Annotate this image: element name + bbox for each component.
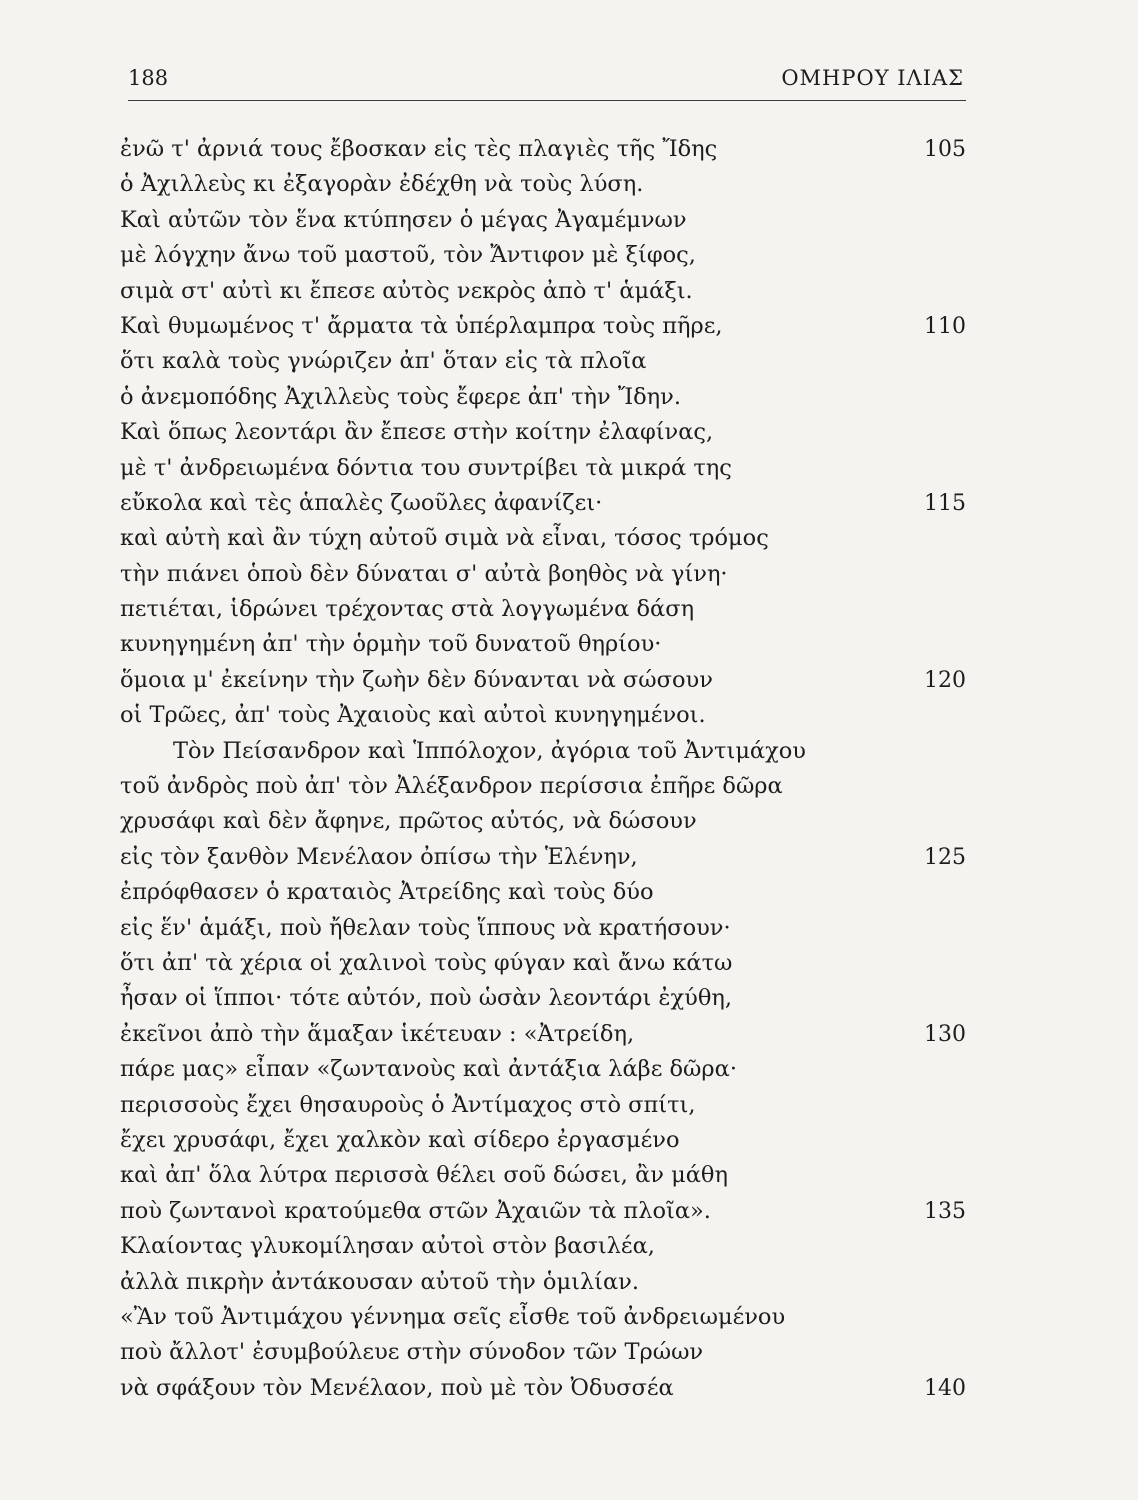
verse-line xyxy=(0,840,1138,875)
verse-line xyxy=(0,167,1138,202)
verse-line xyxy=(0,1158,1138,1193)
verse-line xyxy=(0,663,1138,698)
verse-line xyxy=(0,1052,1138,1087)
verse-line-text: Κλαίοντας γλυκομίλησαν αὐτοὶ στὸν βασιλέα, xyxy=(120,1233,655,1260)
running-title: ΟΜΗΡΟΥ ΙΛΙΑΣ xyxy=(781,66,964,90)
line-number: 110 xyxy=(924,313,966,339)
verse-line-text: μὲ λόγχην ἄνω τοῦ μαστοῦ, τὸν Ἄντιφον μὲ ξίφος, xyxy=(120,242,696,269)
verse-line-text: ἀλλὰ πικρὴν ἀντάκουσαν αὐτοῦ τὴν ὁμιλίαν. xyxy=(120,1268,640,1295)
verse-line-text: Καὶ αὐτῶν τὸν ἕνα κτύπησεν ὁ μέγας Ἀγαμέμνων xyxy=(120,206,687,233)
verse-line xyxy=(0,804,1138,839)
verse-line xyxy=(0,698,1138,733)
verse-line xyxy=(0,521,1138,556)
verse-line xyxy=(0,274,1138,309)
verse-line xyxy=(0,592,1138,627)
verse-line xyxy=(0,946,1138,981)
verse-line-text: Καὶ θυμωμένος τ' ἄρματα τὰ ὑπέρλαμπρα τοὺς πῆρε, xyxy=(120,312,723,339)
verse-line-text: μὲ τ' ἀνδρειωμένα δόντια του συντρίβει τὰ μικρά της xyxy=(120,454,732,481)
header-rule xyxy=(128,100,966,101)
verse-line xyxy=(0,1371,1138,1406)
verse-line xyxy=(0,344,1138,379)
verse-line-text: χρυσάφι καὶ δὲν ἄφηνε, πρῶτος αὐτός, νὰ δώσουν xyxy=(120,808,697,835)
verse-line-text: ἐνῶ τ' ἀρνιά τους ἔβοσκαν εἰς τὲς πλαγιὲς τῆς Ἴδης xyxy=(120,136,718,162)
verse-line-text: κυνηγημένη ἀπ' τὴν ὁρμὴν τοῦ δυνατοῦ θηρίου· xyxy=(120,631,662,658)
verse-line xyxy=(0,911,1138,946)
verse-line xyxy=(0,1194,1138,1229)
verse-line xyxy=(0,1265,1138,1300)
verse-line xyxy=(0,1088,1138,1123)
verse-line xyxy=(0,380,1138,415)
line-number: 135 xyxy=(924,1198,966,1224)
verse-line-text: ποὺ ζωντανοὶ κρατούμεθα στῶν Ἀχαιῶν τὰ πλοῖα». xyxy=(120,1197,711,1224)
verse-line xyxy=(0,1335,1138,1370)
verse-line-text: ἦσαν οἱ ἵπποι· τότε αὐτόν, ποὺ ὡσὰν λεοντάρι ἐχύθη, xyxy=(120,985,732,1012)
verse-line xyxy=(0,238,1138,273)
verse-line-text: Τὸν Πείσανδρον καὶ Ἱππόλοχον, ἀγόρια τοῦ Ἀντιμάχου xyxy=(173,737,806,764)
verse-line xyxy=(0,1300,1138,1335)
verse-line xyxy=(0,557,1138,592)
verse-line-text: ὅμοια μ' ἐκείνην τὴν ζωὴν δὲν δύνανται νὰ σώσουν xyxy=(120,666,713,693)
verse-line-text: «Ἂν τοῦ Ἀντιμάχου γέννημα σεῖς εἶσθε τοῦ ἀνδρειωμένου xyxy=(120,1303,786,1330)
verse-line xyxy=(0,1017,1138,1052)
verse-line-text: τὴν πιάνει ὁποὺ δὲν δύναται σ' αὐτὰ βοηθὸς νὰ γίνη· xyxy=(120,560,728,587)
verse-line xyxy=(0,981,1138,1016)
verse-line-text: τοῦ ἀνδρὸς ποὺ ἀπ' τὸν Ἀλέξανδρον περίσσια ἐπῆρε δῶρα xyxy=(120,773,783,800)
verse-line-text: ποὺ ἄλλοτ' ἐσυμβούλευε στὴν σύνοδον τῶν Τρώων xyxy=(120,1339,704,1366)
page-header xyxy=(126,62,966,96)
verse-line-text: πετιέται, ἱδρώνει τρέχοντας στὰ λογγωμένα δάση xyxy=(120,596,695,623)
verse-line xyxy=(0,132,1138,167)
line-number: 105 xyxy=(924,137,966,162)
verse-line-text: ὅτι καλὰ τοὺς γνώριζεν ἀπ' ὅταν εἰς τὰ πλοῖα xyxy=(120,348,647,375)
verse-line xyxy=(0,309,1138,344)
verse-line-text: καὶ ἀπ' ὅλα λύτρα περισσὰ θέλει σοῦ δώσει, ἂν μάθη xyxy=(120,1162,728,1189)
verse-line-text: καὶ αὐτὴ καὶ ἂν τύχη αὐτοῦ σιμὰ νὰ εἶναι, τόσος τρόμος xyxy=(120,525,769,552)
verse-line xyxy=(0,415,1138,450)
verse-text xyxy=(0,132,1138,1406)
line-number: 125 xyxy=(924,844,966,870)
verse-line-text: οἱ Τρῶες, ἀπ' τοὺς Ἀχαιοὺς καὶ αὐτοὶ κυνηγημένοι. xyxy=(120,702,706,729)
verse-line xyxy=(0,627,1138,662)
verse-line xyxy=(0,1123,1138,1158)
line-number: 140 xyxy=(924,1375,966,1401)
verse-line-text: εὔκολα καὶ τὲς ἁπαλὲς ζωοῦλες ἀφανίζει· xyxy=(120,489,603,516)
verse-line-text: σιμὰ στ' αὐτὶ κι ἔπεσε αὐτὸς νεκρὸς ἀπὸ τ' ἁμάξι. xyxy=(120,277,693,304)
verse-line-text: ἔχει χρυσάφι, ἔχει χαλκὸν καὶ σίδερο ἐργασμένο xyxy=(120,1126,680,1153)
line-number: 115 xyxy=(924,490,966,516)
verse-line xyxy=(0,769,1138,804)
verse-line-text: πάρε μας» εἶπαν «ζωντανοὺς καὶ ἀντάξια λάβε δῶρα· xyxy=(120,1056,737,1083)
verse-line xyxy=(0,203,1138,238)
verse-line xyxy=(0,734,1138,769)
page-number: 188 xyxy=(128,66,169,90)
verse-line-text: ἐκεῖνοι ἀπὸ τὴν ἅμαξαν ἱκέτευαν : «Ἀτρείδη, xyxy=(120,1020,635,1047)
verse-line xyxy=(0,1229,1138,1264)
verse-line-text: εἰς τὸν ξανθὸν Μενέλαον ὀπίσω τὴν Ἑλένην, xyxy=(120,843,638,870)
verse-line xyxy=(0,875,1138,910)
verse-line-text: ἐπρόφθασεν ὁ κραταιὸς Ἀτρείδης καὶ τοὺς δύο xyxy=(120,879,654,906)
verse-line-text: Καὶ ὅπως λεοντάρι ἂν ἔπεσε στὴν κοίτην ἐλαφίνας, xyxy=(120,419,714,446)
verse-line xyxy=(0,486,1138,521)
verse-line-text: νὰ σφάξουν τὸν Μενέλαον, ποὺ μὲ τὸν Ὀδυσσέα xyxy=(120,1374,674,1401)
verse-line-text: ὅτι ἀπ' τὰ χέρια οἱ χαλινοὶ τοὺς φύγαν καὶ ἄνω κάτω xyxy=(120,949,733,976)
verse-line-text: ὁ Ἀχιλλεὺς κι ἐξαγορὰν ἐδέχθη νὰ τοὺς λύση. xyxy=(120,171,644,198)
line-number: 120 xyxy=(924,667,966,693)
verse-line-text: περισσοὺς ἔχει θησαυροὺς ὁ Ἀντίμαχος στὸ σπίτι, xyxy=(120,1091,696,1118)
verse-line-text: εἰς ἕν' ἁμάξι, ποὺ ἤθελαν τοὺς ἵππους νὰ κρατήσουν· xyxy=(120,914,731,941)
verse-line xyxy=(0,451,1138,486)
line-number: 130 xyxy=(924,1021,966,1047)
verse-line-text: ὁ ἀνεμοπόδης Ἀχιλλεὺς τοὺς ἔφερε ἀπ' τὴν Ἴδην. xyxy=(120,383,681,410)
